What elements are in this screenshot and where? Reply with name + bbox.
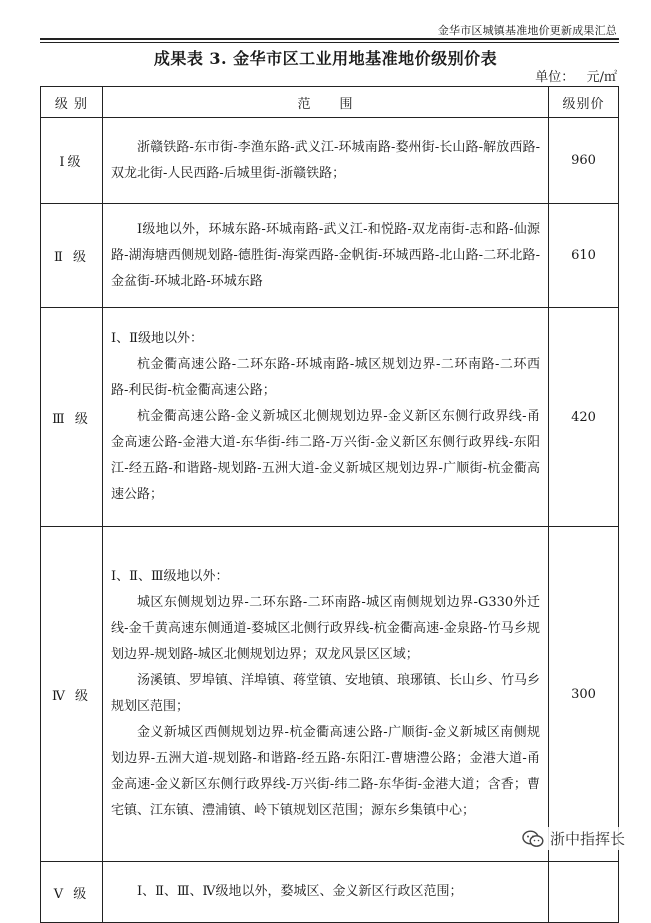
price-cell: 960 — [549, 118, 619, 204]
table-title: 成果表 3. 金华市区工业用地基准地价级别价表 — [153, 49, 498, 68]
column-header-price: 级别价 — [549, 87, 619, 118]
column-header-scope: 范 围 — [103, 87, 549, 118]
level-cell: Ⅲ 级 — [41, 308, 103, 527]
unit-value: 元/㎡ — [586, 70, 617, 85]
scope-cell — [103, 118, 549, 204]
scope-paragraph: Ⅰ级地以外，环城东路-环城南路-武义江-和悦路-双龙南街-志和路-仙源路-湖海塘西侧规划路-德胜街-海棠西路-金帆街-环城西路-北山路-二环北路-金盆街-环城北路-环城东路 — [111, 221, 540, 289]
scope-paragraph: 浙赣铁路-东市街-李渔东路-武义江-环城南路-婺州街-长山路-解放西路-双龙北街-人民西路-后城里街-浙赣铁路； — [111, 139, 540, 181]
table-header-row — [41, 87, 619, 118]
wechat-watermark — [518, 827, 629, 850]
price-cell: 420 — [549, 308, 619, 527]
scope-paragraph: 城区东侧规划边界-二环东路-二环南路-城区南侧规划边界-G330外迁线-金千黄高速东侧通道-婺城区北侧行政界线-杭金衢高速-金泉路-竹马乡规划边界-规划路-城区北侧规划边界；双龙风景区区域； — [111, 595, 540, 662]
unit-line — [535, 66, 617, 85]
running-header: 金华市区城镇基准地价更新成果汇总 — [437, 24, 617, 37]
scope-cell — [103, 527, 549, 862]
scope-paragraph: Ⅰ、Ⅱ、Ⅲ级地以外： — [111, 569, 229, 584]
table-row — [41, 118, 619, 204]
unit-label: 单位： — [535, 70, 575, 85]
wechat-icon — [522, 830, 544, 848]
scope-paragraph: Ⅰ、Ⅱ、Ⅲ、Ⅳ级地以外，婺城区、金义新区行政区范围； — [137, 884, 463, 899]
land-price-table — [40, 86, 619, 923]
price-cell: 300 — [549, 527, 619, 862]
scope-paragraph: 杭金衢高速公路-金义新城区北侧规划边界-金义新区东侧行政界线-甬金高速公路-金港大道-东华街-纬二路-万兴街-金义新区东侧行政界线-东阳江-经五路-和谐路-规划路-五洲大道-金义新城区规划边界-广顺街-杭金衢高速公路； — [111, 409, 540, 502]
level-cell: Ⅰ级 — [41, 118, 103, 204]
table-row — [41, 862, 619, 923]
column-header-level: 级 别 — [41, 87, 103, 118]
level-cell: Ⅱ 级 — [41, 204, 103, 308]
watermark-text: 浙中指挥长 — [549, 830, 625, 848]
scope-cell — [103, 308, 549, 527]
scope-paragraph: Ⅰ、Ⅱ级地以外： — [111, 331, 203, 346]
table-row — [41, 204, 619, 308]
price-cell: 610 — [549, 204, 619, 308]
scope-paragraph: 杭金衢高速公路-二环东路-环城南路-城区规划边界-二环南路-二环西路-利民街-杭金衢高速公路； — [111, 357, 540, 398]
scope-cell — [103, 862, 549, 923]
scope-paragraph: 汤溪镇、罗埠镇、洋埠镇、蒋堂镇、安地镇、琅琊镇、长山乡、竹马乡规划区范围； — [111, 673, 541, 714]
level-cell: Ⅳ 级 — [41, 527, 103, 862]
scope-paragraph: 金义新城区西侧规划边界-杭金衢高速公路-广顺街-金义新城区南侧规划边界-五洲大道-规划路-和谐路-经五路-东阳江-曹塘澧公路；金港大道-甬金高速-金义新区东侧行政界线-万兴街-纬二路-东华街-金港大道；含香；曹宅镇、江东镇、澧浦镇、岭下镇规划区范围；源东乡集镇中心； — [111, 725, 540, 818]
level-cell: Ⅴ 级 — [41, 862, 103, 923]
header-rule-thick — [40, 38, 619, 40]
table-row — [41, 527, 619, 862]
scope-cell — [103, 204, 549, 308]
header-rule-thin — [40, 42, 619, 43]
price-cell — [549, 862, 619, 923]
table-row — [41, 308, 619, 527]
